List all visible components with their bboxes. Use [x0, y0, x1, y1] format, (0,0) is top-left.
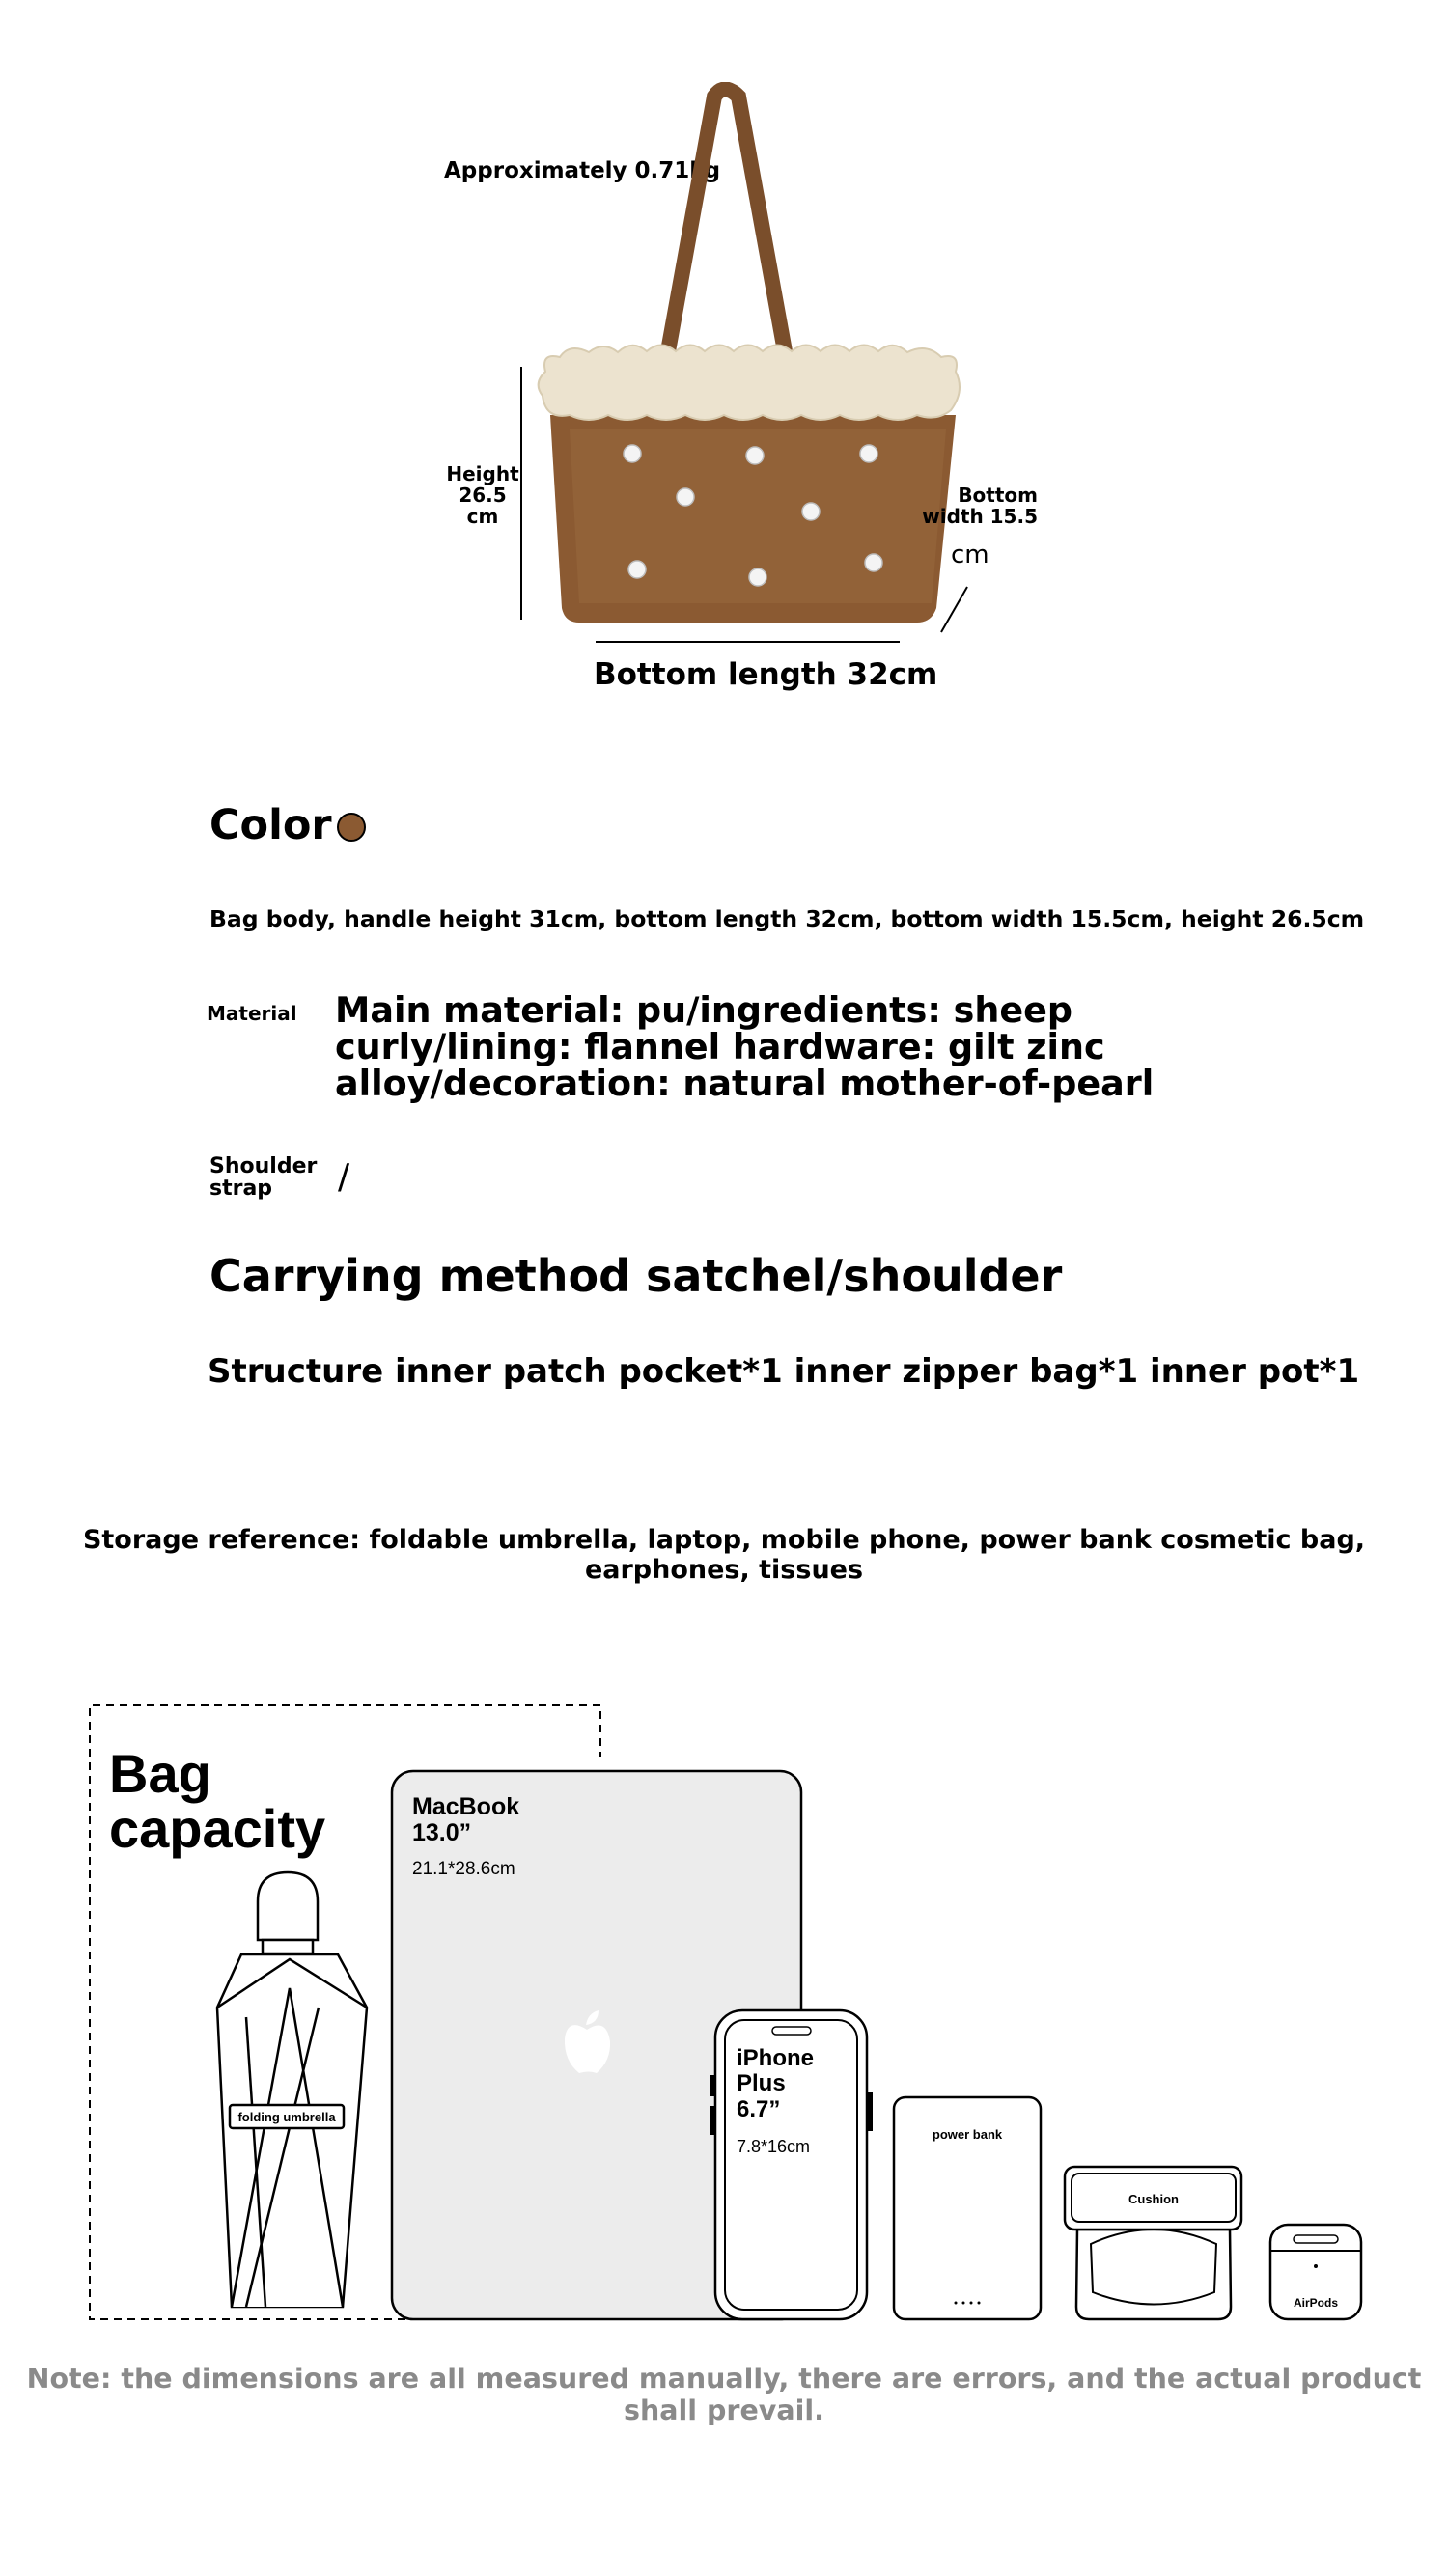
bottom-width-label: Bottom width 15.5: [922, 484, 1038, 528]
bag-handle: [666, 90, 787, 363]
capacity-title-line2: capacity: [109, 1798, 326, 1859]
bag-product-image: [502, 82, 1023, 661]
storage-reference-text: Storage reference: foldable umbrella, laptop, mobile phone, power bank cosmetic bag, earphones, tissues: [82, 1525, 1366, 1585]
macbook-name-line1: MacBook: [412, 1793, 520, 1820]
material-label: Material: [207, 1002, 297, 1025]
iphone-size: 7.8*16cm: [737, 2137, 811, 2156]
bag-capacity-figure: [0, 1689, 1448, 2345]
fleece-trim: [539, 346, 960, 421]
iphone-name-line3: 6.7”: [737, 2096, 781, 2122]
weight-label: Approximately 0.71kg: [444, 158, 721, 183]
capacity-title-line1: Bag: [109, 1743, 211, 1804]
color-label: Color: [209, 801, 332, 849]
iphone-name-line1: iPhone: [737, 2045, 815, 2071]
power-bank-label: power bank: [932, 2127, 1003, 2142]
height-label: Height 26.5 cm: [446, 462, 519, 528]
length-line: [596, 641, 900, 643]
dimensions-note: Note: the dimensions are all measured manually, there are errors, and the actual product shall prevail.: [26, 2363, 1422, 2426]
width-line: [936, 579, 975, 637]
iphone-name-line2: Plus: [737, 2070, 786, 2096]
macbook-name-line2: 13.0”: [412, 1819, 472, 1846]
umbrella-label: folding umbrella: [237, 2110, 336, 2124]
carrying-method-text: Carrying method satchel/shoulder: [209, 1250, 1063, 1302]
shoulder-strap-value: /: [338, 1157, 350, 1197]
material-text: Main material: pu/ingredients: sheep curly/lining: flannel hardware: gilt zinc alloy/decoration: natural mother-of-pearl: [335, 989, 1155, 1104]
airpods-label: AirPods: [1293, 2296, 1339, 2310]
airpods-light: [1314, 2264, 1318, 2268]
umbrella-icon: [217, 1872, 367, 2307]
color-swatch[interactable]: [337, 813, 366, 842]
bottom-width-unit: cm: [951, 540, 989, 569]
cushion-label: Cushion: [1128, 2192, 1179, 2206]
dimensions-text: Bag body, handle height 31cm, bottom length 32cm, bottom width 15.5cm, height 26.5cm: [209, 905, 1365, 932]
cushion-icon: [1065, 2167, 1241, 2319]
bottom-length-label: Bottom length 32cm: [594, 657, 938, 692]
shoulder-strap-label: Shoulder strap: [209, 1154, 318, 1201]
macbook-size: 21.1*28.6cm: [412, 1859, 515, 1879]
structure-text: Structure inner patch pocket*1 inner zipper bag*1 inner pot*1: [208, 1352, 1360, 1391]
